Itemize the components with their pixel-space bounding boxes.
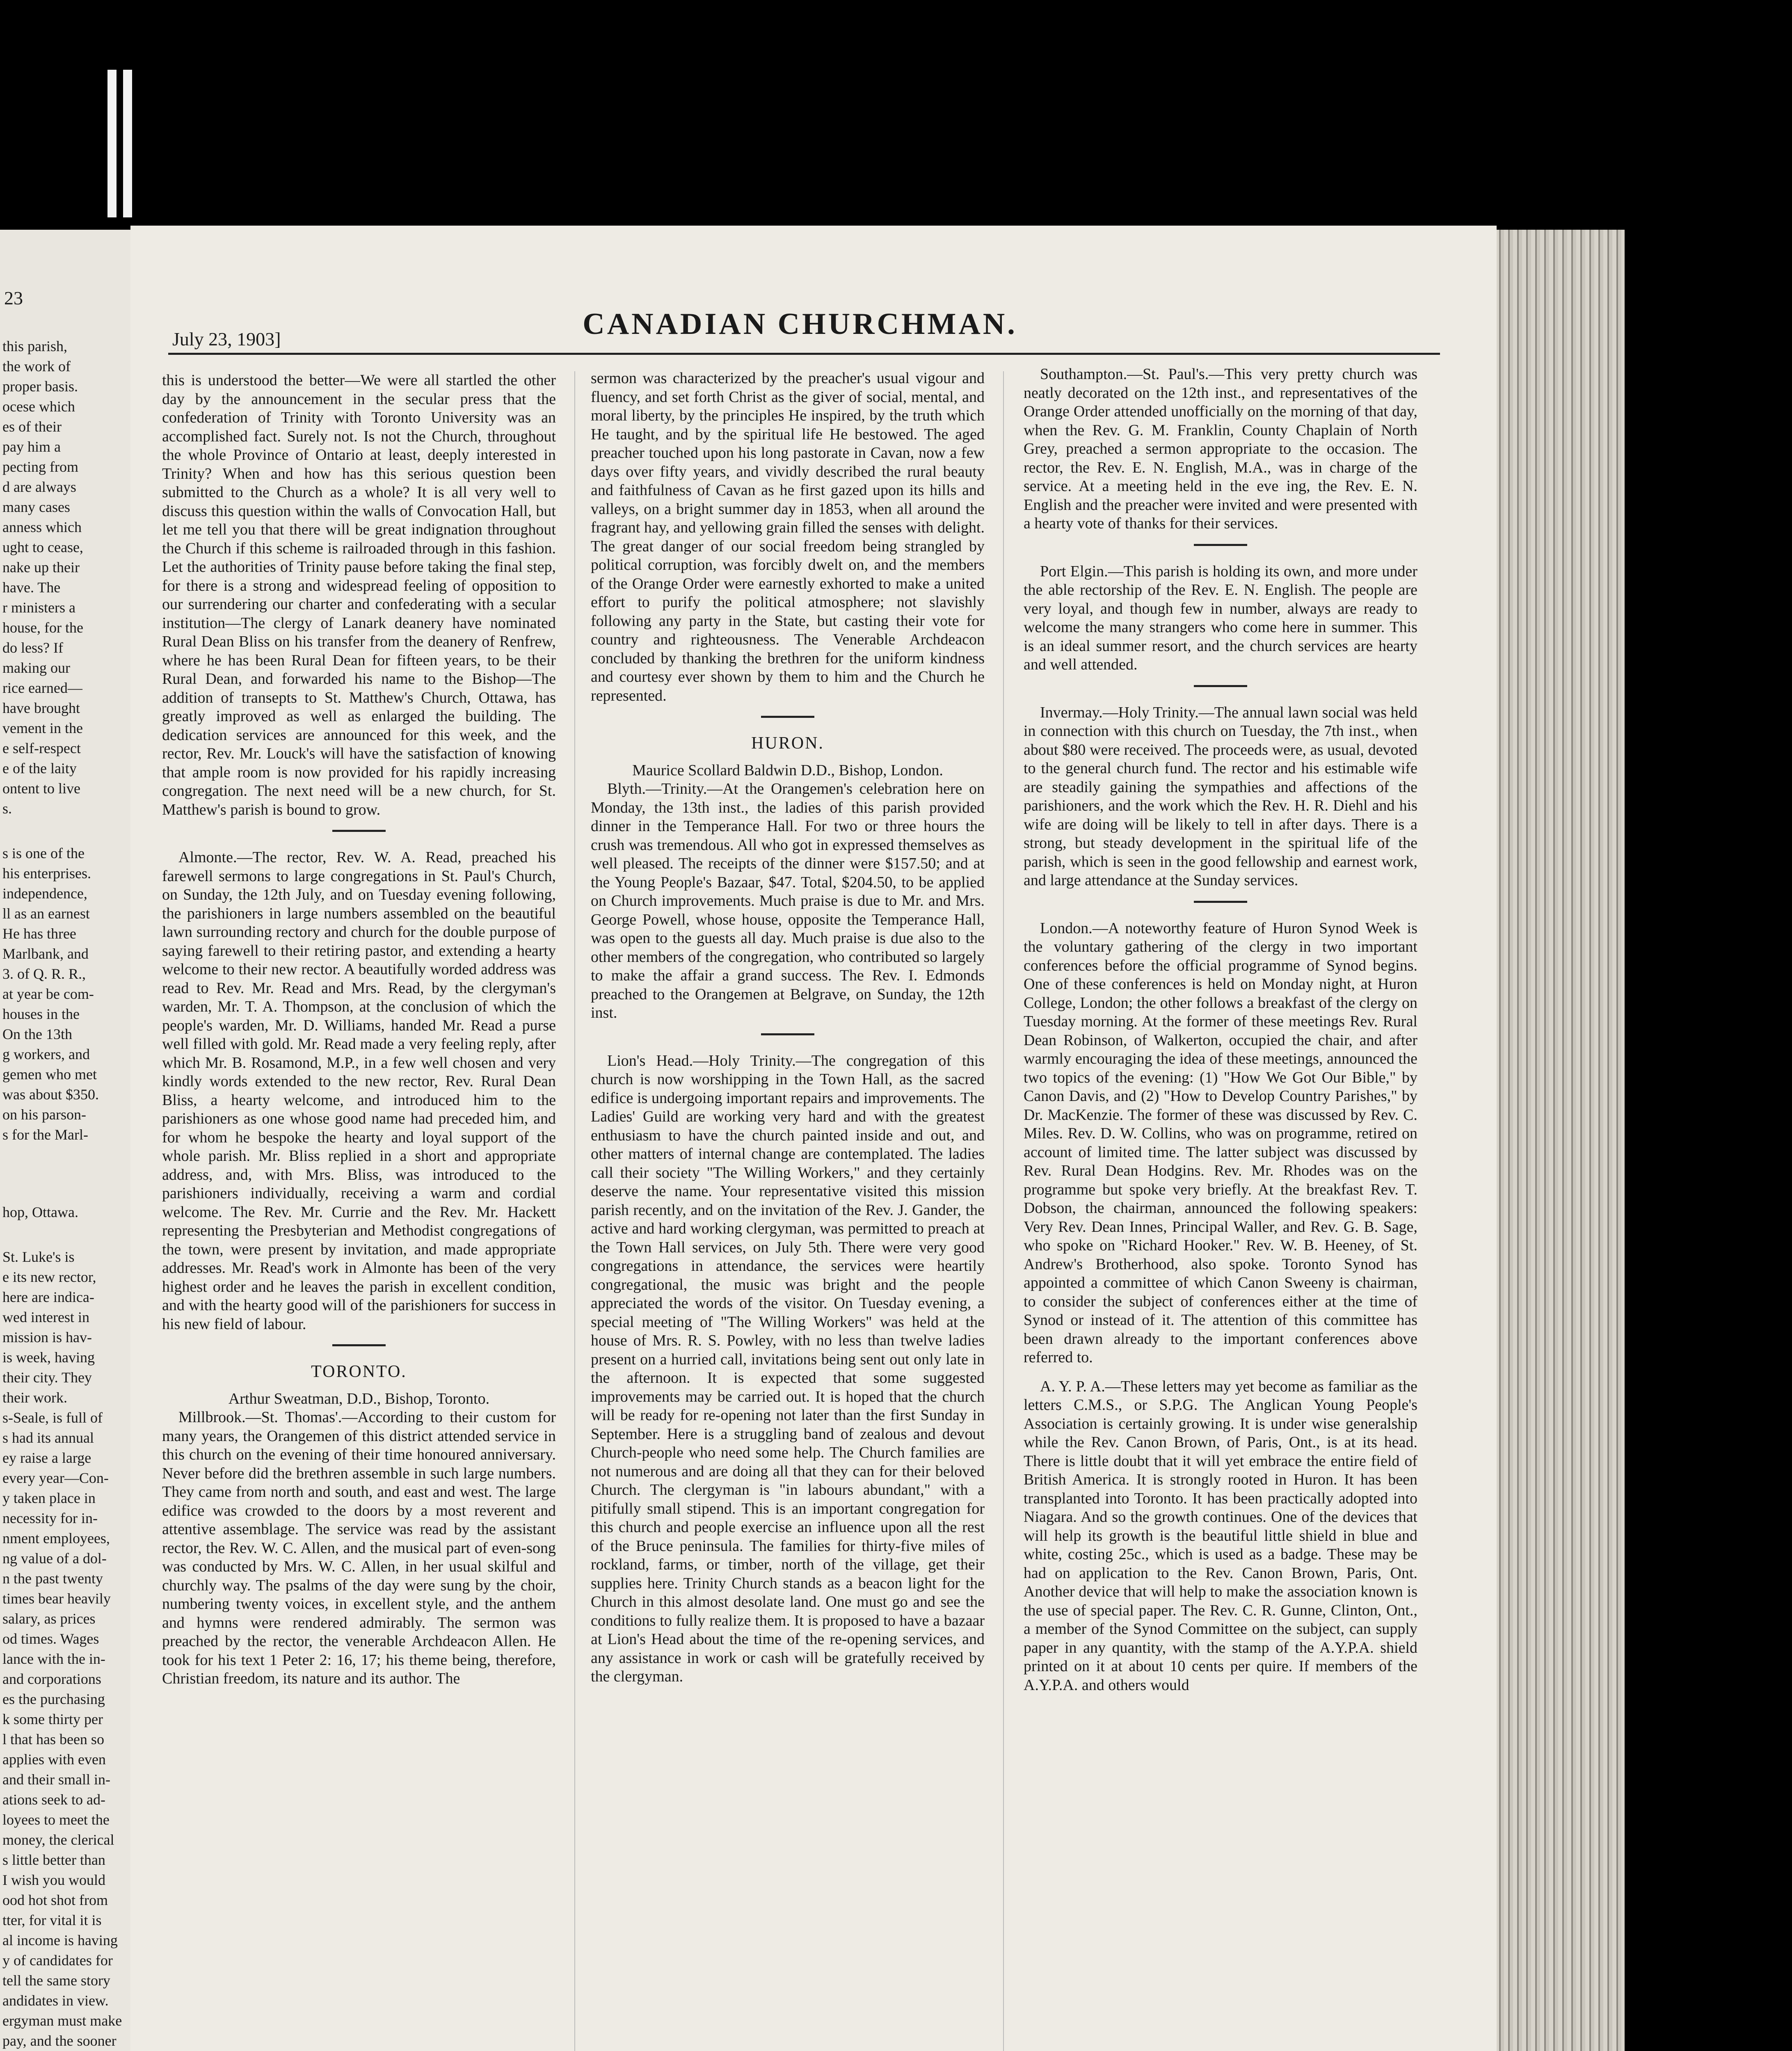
left-page-line: 3. of Q. R. R., <box>2 966 86 982</box>
binding-bar <box>107 70 117 217</box>
left-page-line: nment employees, <box>2 1530 110 1546</box>
left-page-line: s. <box>2 800 12 817</box>
left-page-line: anness which <box>2 519 82 535</box>
left-page-line: applies with even <box>2 1751 106 1768</box>
left-page-line: od times. Wages <box>2 1631 99 1647</box>
left-facing-page <box>0 230 138 2051</box>
left-page-line: tell the same story <box>2 1972 110 1989</box>
left-page-line: money, the clerical <box>2 1832 114 1848</box>
left-page-line: ontent to live <box>2 780 80 797</box>
left-page-line: times bear heavily <box>2 1590 111 1607</box>
header-rule <box>168 353 1440 355</box>
left-page-line: wed interest in <box>2 1309 89 1325</box>
left-page-line: proper basis. <box>2 378 78 395</box>
left-page-line: n the past twenty <box>2 1570 103 1587</box>
left-page-line: y of candidates for <box>2 1952 113 1969</box>
section-rule <box>332 830 386 832</box>
left-page-line: On the 13th <box>2 1026 72 1042</box>
left-page-line: house, for the <box>2 619 83 636</box>
left-page-line: and corporations <box>2 1671 101 1687</box>
left-page-line: their work. <box>2 1389 67 1406</box>
left-page-line: houses in the <box>2 1006 80 1022</box>
section-rule <box>761 716 814 718</box>
left-page-line: independence, <box>2 885 87 902</box>
column-1 <box>162 371 556 1688</box>
left-page-line: pay him a <box>2 439 61 455</box>
left-page-block-a <box>0 336 135 819</box>
left-page-line: nake up their <box>2 559 80 576</box>
left-page-line: ergyman must make <box>2 2012 122 2029</box>
left-page-line: andidates in view. <box>2 1992 109 2009</box>
section-rule <box>1194 685 1247 687</box>
left-page-line: tter, for vital it is <box>2 1912 102 1928</box>
left-page-line: He has three <box>2 925 76 942</box>
left-page-line: ocese which <box>2 398 75 415</box>
left-page-line: on his parson- <box>2 1106 86 1123</box>
section-rule <box>1194 544 1247 546</box>
left-page-line: and their small in- <box>2 1771 110 1788</box>
masthead-title: CANADIAN CHURCHMAN. <box>583 307 1017 341</box>
section-rule <box>332 1344 386 1346</box>
left-page-line: ng value of a dol- <box>2 1550 107 1567</box>
left-page-line: mission is hav- <box>2 1329 92 1345</box>
left-page-line: ood hot shot from <box>2 1892 108 1908</box>
left-page-block-d <box>0 1247 135 2051</box>
column-2 <box>591 369 985 1686</box>
bishop-line: Maurice Scollard Baldwin D.D., Bishop, London. <box>632 761 943 779</box>
left-page-line: every year—Con- <box>2 1470 109 1486</box>
left-page-line: many cases <box>2 499 70 515</box>
article-paragraph: A. Y. P. A.—These letters may yet become as familiar as the letters C.M.S., or S.P.G. The Anglican Young People's Association is certainly growing. It is under wise generalship while the Rev. Canon Brown, of Paris, Ont., is at its head. There is little doubt that it will yet embrace the entire field of British America. It is strongly rooted in Huron. It has been transplanted into Toronto. It has been practically adopted into Niagara. And so the growth continues. One of the devices that will help its growth is the beautiful little shield in blue and white, costing 25c., which is used as a badge. These may be had on application to the Rev. Canon Brown, Paris, Ont. Another device that will help to make the association known is the use of special paper. The Rev. C. R. Gunne, Clinton, Ont., a member of the Synod Committee on the subject, can supply paper in any quantity, with the stamp of the A.Y.P.A. shield printed on it at about 10 cents per quire. If members of the A.Y.P.A. and others would <box>1024 1377 1417 1694</box>
left-page-line: e self-respect <box>2 740 81 756</box>
left-page-line: have. The <box>2 579 61 596</box>
left-page-line: hop, Ottawa. <box>2 1204 78 1220</box>
left-page-number: 23 <box>4 288 23 308</box>
left-page-line: lance with the in- <box>2 1651 105 1667</box>
article-paragraph: sermon was characterized by the preacher's usual vigour and fluency, and set forth Christ as the giver of social, mental, and moral liberty, by the principles He inspired, by the truth which He taught, and by the spiritual life He bestowed. The aged preacher touched upon his long pastorate in Cavan, now a few days over fifty years, and vividly described the rural beauty and faithfulness of Cavan as he first gazed upon its hills and valleys, on a bright summer day in 1853, when all around the fragrant hay, and yellowing grain filled the senses with delight. The great danger of our social freedom being strangled by political corruption, was forcibly dwelt on, and the members of the Orange Order were earnestly exhorted to make a united effort to purify the political atmosphere; not slavishly following any party in the State, but casting their vote for country and righteousness. The Venerable Archdeacon concluded by thanking the brethren for the uniform kindness and courtesy ever shown by them to him and the Church he represented. <box>591 370 985 704</box>
left-page-line: y taken place in <box>2 1490 96 1506</box>
left-page-line: s had its annual <box>2 1430 94 1446</box>
left-page-line: this parish, <box>2 338 67 354</box>
left-page-line: ught to cease, <box>2 539 83 555</box>
article-paragraph: Invermay.—Holy Trinity.—The annual lawn social was held in connection with this church on Tuesday, the 7th inst., when about $80 were received. The proceeds were, as usual, devoted to the general church fund. The rector and his estimable wife are steadily gaining the sympathies and affections of the parishioners, and the work which the Rev. H. R. Diehl and his wife are doing will be likely to tell in after days. There is a strong, but steady development in the spiritual life of the parish, which is seen in the good fellowship and earnest work, and large attendance at the Sunday services. <box>1024 703 1417 889</box>
section-rule <box>1194 901 1247 903</box>
article-paragraph: Blyth.—Trinity.—At the Orangemen's celebration here on Monday, the 13th inst., the ladies of this parish provided dinner in the Temperance Hall. For two or three hours the crush was tremendous. All who got in expressed themselves as well pleased. The receipts of the dinner were $157.50; and at the Young People's Bazaar, $47. Total, $204.50, to be applied on Church improvements. Much praise is due to Mr. and Mrs. George Powell, whose house, opposite the Temperance Hall, was open to the guests all day. Much praise is due also to the other members of the congregation, who contributed so largely to make the affair a grand success. The Rev. I. Edmonds preached to the Orangemen at Belgrave, on Sunday, the 12th inst. <box>591 780 985 1021</box>
left-page-line: rice earned— <box>2 680 82 696</box>
bishop-line: Arthur Sweatman, D.D., Bishop, Toronto. <box>228 1390 490 1407</box>
left-page-line: loyees to meet the <box>2 1811 110 1828</box>
left-page-line: do less? If <box>2 640 63 656</box>
left-page-line: ey raise a large <box>2 1450 91 1466</box>
left-page-line: his enterprises. <box>2 865 91 882</box>
left-page-line: I wish you would <box>2 1872 105 1888</box>
column-divider <box>1003 371 1004 2051</box>
left-page-line: Marlbank, and <box>2 946 89 962</box>
left-page-line: es the purchasing <box>2 1691 105 1707</box>
article-paragraph: this is understood the better—We were all startled the other day by the announcement in the secular press that the confederation of Trinity with Toronto University was an accomplished fact. Surely not. Is not the Church, throughout the whole Province of Ontario at least, deeply interested in Trinity? When and how has this serious question been submitted to the Church as a whole? It is all very well to discuss this question within the walls of Convocation Hall, but let me tell you that there will be great indignation throughout the Church if this scheme is railroaded through in this fashion. Let the authorities of Trinity pause before taking the final step, for there is a strong and widespread feeling of opposition to our surrendering our charter and confederating with a secular institution—The clergy of Lanark deanery have nominated Rural Dean Bliss on his transfer from the deanery of Renfrew, where he has been Rural Dean for fifteen years, to be their Rural Dean, and forwarded his name to the Bishop—The addition of transepts to St. Matthew's Church, Ottawa, has greatly improved as well as enlarged the building. The dedication services are announced for this week, and the rector, Rev. Mr. Louck's will have the satisfaction of knowing that ample room is now provided for his rapidly increasing congregation. The next need will be a new church, for St. Matthew's parish is bound to grow. <box>162 372 556 818</box>
left-page-line: e of the laity <box>2 760 77 777</box>
left-page-line: l that has been so <box>2 1731 104 1747</box>
left-page-line: al income is having <box>2 1932 118 1948</box>
issue-date: July 23, 1903] <box>172 329 281 349</box>
left-page-line: pecting from <box>2 459 78 475</box>
left-page-line: have brought <box>2 700 80 716</box>
left-page-block-b <box>0 843 135 1145</box>
article-paragraph: Lion's Head.—Holy Trinity.—The congregation of this church is now worshipping in the Town Hall, as the sacred edifice is undergoing important repairs and improvements. The Ladies' Guild are working very hard and with the greatest enthusiasm to have the church painted inside and out, and other matters of internal change are contemplated. The ladies call their society "The Willing Workers," and they certainly deserve the name. Your representative visited this mission parish recently, and on the invitation of the Rev. J. Gander, the active and hard working clergyman, was permitted to preach at the Town Hall services, on July 5th. There were very good congregations in attendance, the services were heartily congregational, the music was bright and the people appreciated the words of the visitor. On Tuesday evening, a special meeting of "The Willing Workers" was held at the house of Mrs. R. S. Powley, with no less than twelve ladies present on a hurried call, invitations being sent out only late in the afternoon. It is expected that some suggested improvements may be carried out. It is hoped that the church will be ready for re-opening not later than the first Sunday in September. Here is a struggling band of zealous and devout Church-people who need some help. The Church families are not numerous and are doing all that they can for their beloved Church. The clergyman is "in labours abundant," with a pitifully small stipend. This is an important congregation for this church and people exercise an influence upon all the rest of the Bruce peninsula. The families for thirty-five miles of rockland, farms, or timber, north of the village, get their supplies here. Trinity Church stands as a beacon light for the Church in this almost desolate land. One must go and see the conditions to fully realize them. It is proposed to have a bazaar at Lion's Head about the time of the re-opening services, and any assistance in work or cash will be gratefully received by the clergyman. <box>591 1052 985 1685</box>
left-page-line: g workers, and <box>2 1046 90 1062</box>
left-page-line: d are always <box>2 479 76 495</box>
column-divider <box>574 371 575 2051</box>
left-page-line: ll as an earnest <box>2 905 90 922</box>
article-paragraph: Millbrook.—St. Thomas'.—According to their custom for many years, the Orangemen of this district attended service in this church on the evening of their time honoured anniversary. Never before did the brethren assemble in such large numbers. They came from north and south, and east and west. The large edifice was crowded to the doors by a most reverent and attentive assemblage. The service was read by the assistant rector, the Rev. W. C. Allen, and the musical part of even-song was conducted by Mrs. W. C. Allen, in her usual skilful and churchly way. The psalms of the day were sung by the choir, numbering twenty voices, in excellent style, and the anthem and hymns were rendered admirably. The sermon was preached by the rector, the venerable Archdeacon Allen. He took for his text 1 Peter 2: 16, 17; his theme being, therefore, Christian freedom, its nature and its author. The <box>162 1409 556 1687</box>
left-page-line: r ministers a <box>2 599 75 616</box>
left-page-line: St. Luke's is <box>2 1249 75 1265</box>
left-page-line: necessity for in- <box>2 1510 98 1526</box>
page-edges <box>1477 230 1625 2051</box>
article-paragraph: London.—A noteworthy feature of Huron Synod Week is the voluntary gathering of the clergy in two important conferences before the official programme of Synod begins. One of these conferences is held on Monday night, at Huron College, London; the other follows a breakfast of the clergy on Tuesday morning. At the former of these meetings Rev. Rural Dean Robinson, of Walkerton, occupied the chair, and after warmly encouraging the idea of these meetings, announced the two topics of the evening: (1) "How We Got Our Bible," by Canon Davis, and (2) "How to Develop Country Parishes," by Dr. MacKenzie. The former of these was discussed by Rev. C. Miles. Rev. D. W. Collins, who was on programme, retired on account of limited time. The latter subject was discussed by Rev. Rural Dean Hodgins. Rev. Mr. Rhodes was on the programme but spoke very briefly. At the breakfast Rev. T. Dobson, the chairman, announced the following speakers: Very Rev. Dean Innes, Principal Waller, and Rev. G. B. Sage, who spoke on "Richard Hooker." Rev. W. B. Heeney, of St. Andrew's Brotherhood, also spoke. Toronto Synod has appointed a committee of which Canon Sweeny is chairman, to consider the subject of conferences either at the time of Synod or instead of it. The attention of this committee has been drawn already to the important conferences above referred to. <box>1024 919 1417 1366</box>
left-page-line: making our <box>2 660 70 676</box>
left-page-line: here are indica- <box>2 1289 94 1305</box>
left-page-block-c <box>0 1202 135 1222</box>
left-page-line: the work of <box>2 358 71 375</box>
left-page-line: k some thirty per <box>2 1711 103 1727</box>
left-page-line: s for the Marl- <box>2 1126 88 1143</box>
left-page-line: salary, as prices <box>2 1610 96 1627</box>
left-page-line: pay, and the sooner <box>2 2033 117 2049</box>
left-page-line: at year be com- <box>2 986 94 1002</box>
left-page-line: s-Seale, is full of <box>2 1409 103 1426</box>
left-page-line: s little better than <box>2 1852 105 1868</box>
left-page-line: es of their <box>2 418 62 435</box>
left-page-line: their city. They <box>2 1369 92 1386</box>
left-page-line: e its new rector, <box>2 1269 96 1285</box>
left-page-line: s is one of the <box>2 845 85 861</box>
left-page-line: vement in the <box>2 720 83 736</box>
column-3 <box>1024 365 1417 1695</box>
article-paragraph: Almonte.—The rector, Rev. W. A. Read, preached his farewell sermons to large congregations in St. Paul's Church, on Sunday, the 12th July, and on Tuesday evening following, the parishioners in large numbers assembled on the beautiful lawn surrounding rectory and church for the double purpose of saying farewell to their retiring pastor, and extending a hearty welcome to their new rector. A beautifully worded address was read to Rev. Mr. Read and Mrs. Read, by the clergyman's warden, Mr. T. A. Thompson, at the conclusion of which the people's warden, Mr. D. Williams, handed Mr. Read a purse well filled with gold. Mr. Read made a very feeling reply, after which Mr. B. Rosamond, M.P., in a few well chosen and very kindly words extended to the new rector, Rev. Rural Dean Bliss, a hearty welcome, and introduced him to the parishioners as one whose good name had preceded him, and for whom he bespoke the hearty and loyal support of the whole parish. Mr. Bliss replied in a short and appropriate address, and, with Mrs. Bliss, was introduced to the parishioners individually, receiving a warm and cordial welcome. The Rev. Mr. Currie and the Rev. Mr. Hackett representing the Presbyterian and Methodist congregations of the town, were present by invitation, and made appropriate addresses. Mr. Read's work in Almonte has been of the very highest order and he leaves the parish in excellent condition, and with the hearty good will of the parishioners for success in his new field of labour. <box>162 849 556 1333</box>
left-page-line: is week, having <box>2 1349 95 1366</box>
left-page-line: gemen who met <box>2 1066 97 1083</box>
section-heading-toronto: TORONTO. <box>311 1362 407 1381</box>
left-page-line: ations seek to ad- <box>2 1791 105 1808</box>
article-paragraph: Port Elgin.—This parish is holding its own, and more under the able rectorship of the Rev. E. N. English. The people are very loyal, and though few in number, always are ready to welcome the many strangers who come here in summer. This is an ideal summer resort, and the church services are hearty and well attended. <box>1024 562 1417 673</box>
section-rule <box>761 1033 814 1035</box>
binding-bar <box>123 70 132 217</box>
article-paragraph: Southampton.—St. Paul's.—This very pretty church was neatly decorated on the 12th inst., and representatives of the Orange Order attended unofficially on the morning of that day, when the Rev. G. M. Franklin, County Chaplain of North Grey, preached a sermon appropriate to the occasion. The rector, the Rev. E. N. English, M.A., was in charge of the service. At a meeting held in the eve ing, the Rev. E. N. English and the preacher were invited and were presented with a hearty vote of thanks for their services. <box>1024 365 1417 532</box>
section-heading-huron: HURON. <box>751 734 824 753</box>
left-page-line: was about $350. <box>2 1086 99 1103</box>
